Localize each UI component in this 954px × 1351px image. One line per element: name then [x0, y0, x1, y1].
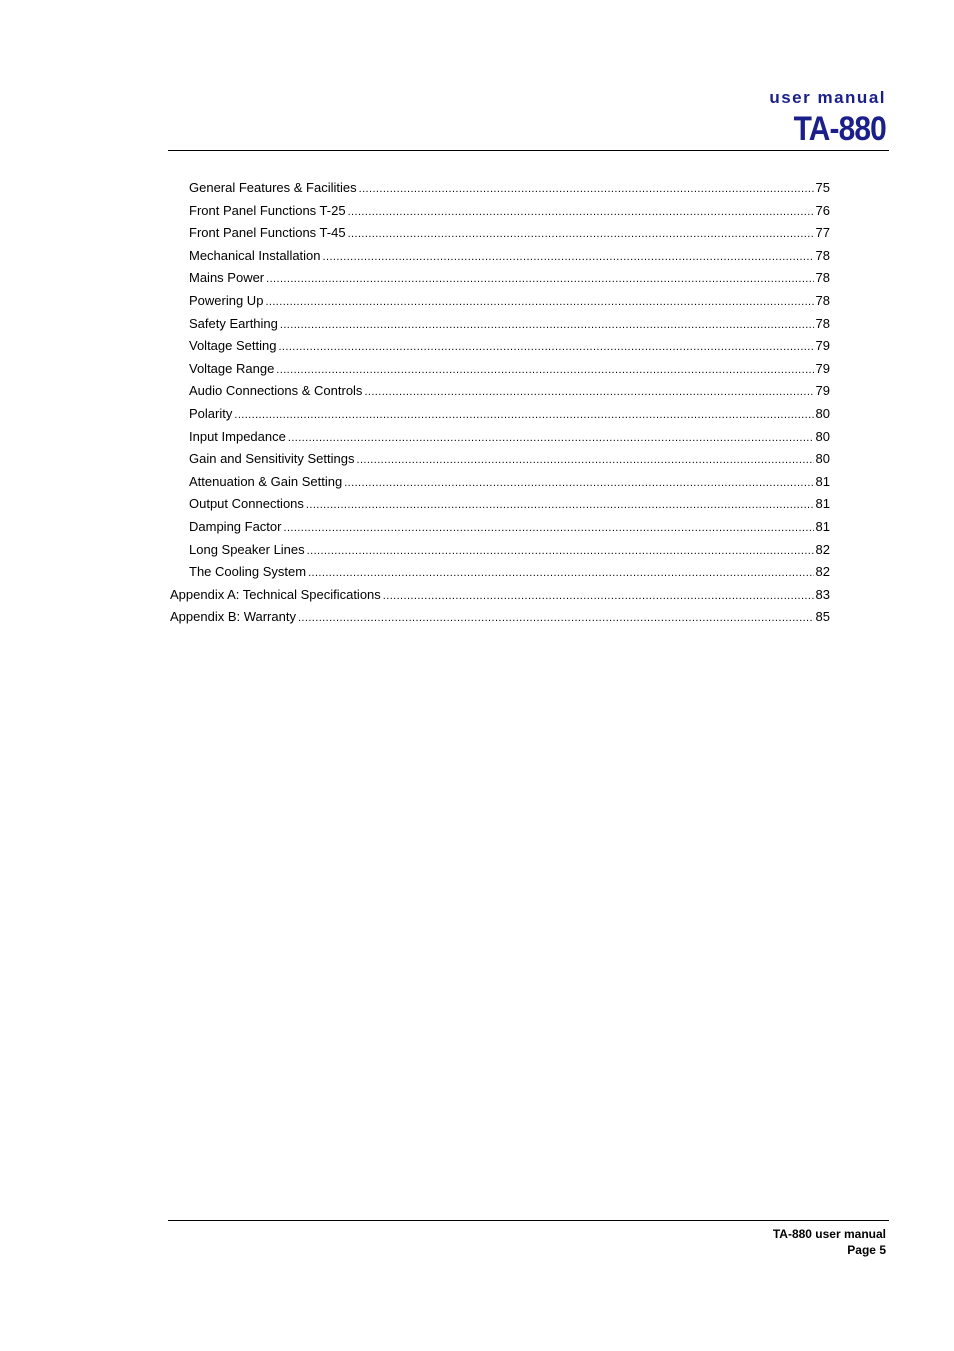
toc-entry[interactable] [170, 496, 830, 519]
header-subtitle: user manual [769, 88, 886, 107]
toc-entry-label: Appendix B: Warranty [170, 609, 296, 625]
toc-leader-dots [348, 228, 814, 240]
toc-entry-label: Audio Connections & Controls [189, 383, 363, 399]
toc-leader-dots [280, 319, 814, 331]
toc-entry[interactable] [170, 203, 830, 226]
toc-entry[interactable] [170, 564, 830, 587]
page-header [168, 88, 889, 151]
toc-entry-label: Safety Earthing [189, 315, 278, 331]
toc-entry-label: Voltage Range [189, 360, 275, 376]
toc-leader-dots [356, 454, 813, 466]
toc-entry[interactable] [170, 316, 830, 339]
toc-entry-label: Front Panel Functions T-45 [189, 225, 346, 241]
toc-entry-page: 85 [815, 609, 830, 625]
toc-entry-page: 80 [815, 451, 830, 467]
toc-entry[interactable] [170, 451, 830, 474]
toc-leader-dots [283, 522, 813, 534]
toc-entry-label: Long Speaker Lines [189, 541, 305, 557]
toc-entry-label: Gain and Sensitivity Settings [189, 451, 355, 467]
toc-entry[interactable] [170, 587, 830, 610]
toc-entry-page: 75 [815, 180, 830, 195]
toc-entry[interactable] [170, 180, 830, 203]
toc-entry[interactable] [170, 248, 830, 271]
table-of-contents [170, 180, 830, 632]
toc-entry-page: 80 [815, 428, 830, 444]
toc-leader-dots [344, 477, 813, 489]
toc-leader-dots [234, 409, 813, 421]
toc-leader-dots [306, 499, 814, 511]
toc-entry[interactable] [170, 474, 830, 497]
toc-entry-label: Damping Factor [189, 518, 282, 534]
toc-entry-label: General Features & Facilities [189, 180, 357, 195]
toc-leader-dots [348, 206, 814, 218]
toc-entry-label: Voltage Setting [189, 338, 277, 354]
toc-entry-label: Attenuation & Gain Setting [189, 473, 343, 489]
toc-entry-label: Powering Up [189, 292, 264, 308]
footer-document-name: TA-880 user manual [772, 1227, 886, 1241]
toc-entry-label: Input Impedance [189, 428, 286, 444]
toc-leader-dots [265, 296, 813, 308]
toc-entry[interactable] [170, 361, 830, 384]
toc-entry[interactable] [170, 406, 830, 429]
toc-entry-label: The Cooling System [189, 564, 307, 580]
toc-entry-page: 78 [815, 315, 830, 331]
toc-entry-page: 78 [815, 270, 830, 286]
toc-entry-page: 83 [815, 586, 830, 602]
toc-entry[interactable] [170, 519, 830, 542]
toc-entry[interactable] [170, 429, 830, 452]
toc-leader-dots [266, 273, 813, 285]
toc-leader-dots [276, 364, 813, 376]
toc-entry-page: 81 [815, 473, 830, 489]
toc-entry-page: 82 [815, 564, 830, 580]
footer-page-number: Page 5 [847, 1243, 886, 1257]
toc-entry-page: 76 [815, 202, 830, 218]
toc-leader-dots [308, 567, 813, 579]
toc-entry[interactable] [170, 383, 830, 406]
toc-entry[interactable] [170, 293, 830, 316]
page-footer [168, 1220, 889, 1257]
toc-entry-page: 79 [815, 338, 830, 354]
toc-entry-page: 79 [815, 383, 830, 399]
toc-entry-label: Polarity [189, 405, 233, 421]
toc-entry[interactable] [170, 542, 830, 565]
toc-entry-page: 82 [815, 541, 830, 557]
toc-leader-dots [278, 341, 813, 353]
toc-entry-label: Appendix A: Technical Specifications [170, 586, 381, 602]
toc-entry-label: Mechanical Installation [189, 247, 321, 263]
toc-leader-dots [307, 545, 814, 557]
toc-entry[interactable] [170, 270, 830, 293]
toc-entry-page: 77 [815, 225, 830, 241]
toc-entry-page: 78 [815, 292, 830, 308]
toc-entry-page: 81 [815, 518, 830, 534]
toc-leader-dots [359, 183, 814, 195]
toc-leader-dots [323, 251, 814, 263]
toc-entry-page: 79 [815, 360, 830, 376]
toc-entry-label: Output Connections [189, 496, 304, 512]
toc-leader-dots [298, 612, 814, 624]
toc-entry-label: Front Panel Functions T-25 [189, 202, 346, 218]
toc-entry[interactable] [170, 225, 830, 248]
toc-entry-label: Mains Power [189, 270, 265, 286]
toc-leader-dots [383, 590, 814, 602]
toc-leader-dots [364, 386, 813, 398]
toc-entry[interactable] [170, 609, 830, 632]
toc-entry-page: 81 [815, 496, 830, 512]
toc-entry-page: 78 [815, 247, 830, 263]
header-title: TA-880 [793, 110, 886, 148]
toc-leader-dots [288, 432, 814, 444]
toc-entry-page: 80 [815, 405, 830, 421]
toc-entry[interactable] [170, 338, 830, 361]
